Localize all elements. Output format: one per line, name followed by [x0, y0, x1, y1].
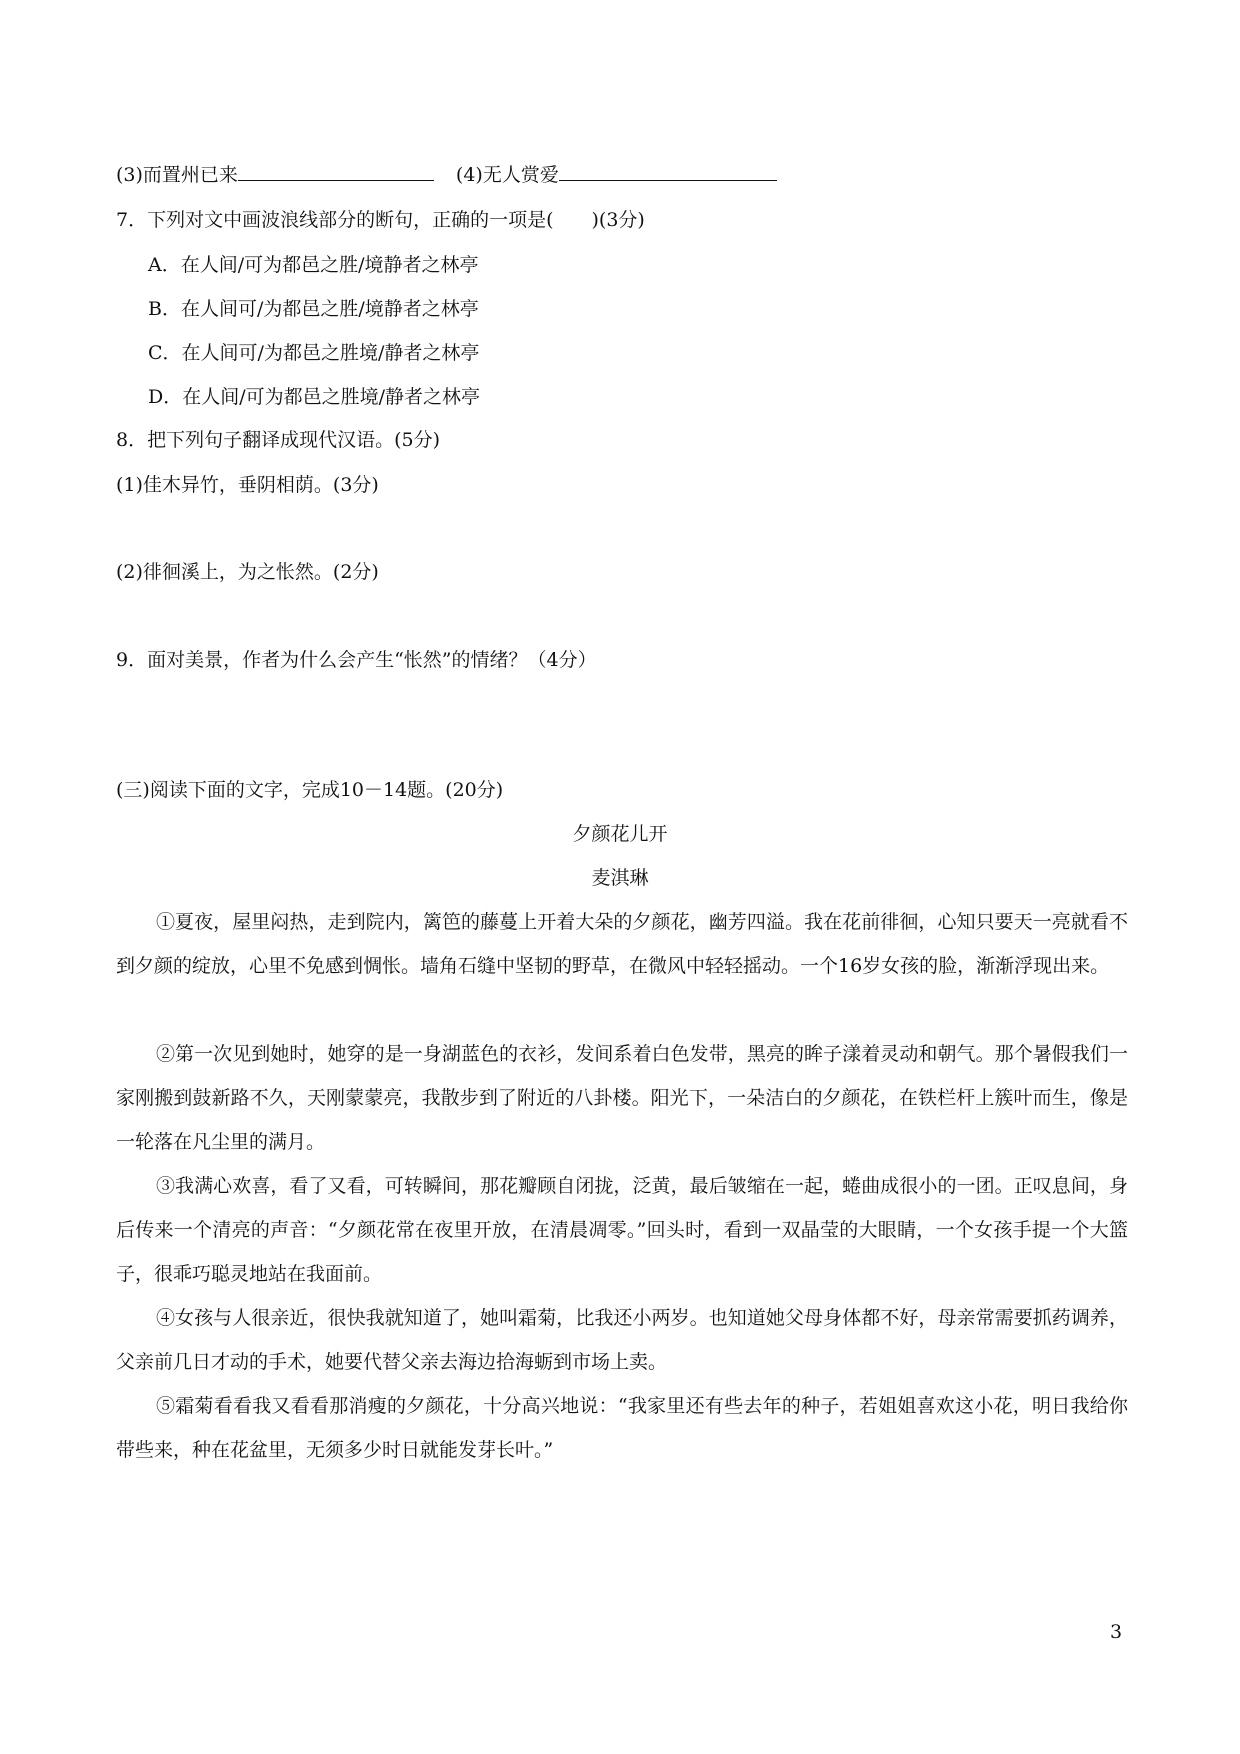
q6-item3-answer-blank[interactable] [238, 162, 434, 181]
q8-sub2: (2)徘徊溪上，为之怅然。(2分) [116, 561, 379, 583]
q6-items-row [116, 162, 777, 187]
q7-option-c: C．在人间可/为都邑之胜境/静者之林亭 [148, 342, 480, 364]
q8-stem: 8．把下列句子翻译成现代汉语。(5分) [116, 429, 441, 451]
q6-item3-label: (3)而置州已来 [116, 164, 238, 186]
article-paragraph-4: ④女孩与人很亲近，很快我就知道了，她叫霜菊，比我还小两岁。也知道她父母身体都不好，母亲常需要抓药调养，父亲前几日才动的手术，她要代替父亲去海边拾海蛎到市场上卖。 [116, 1307, 1128, 1373]
q8-sub1: (1)佳木异竹，垂阴相荫。(3分) [116, 474, 379, 496]
q6-item4-label: (4)无人赏爱 [455, 164, 559, 186]
q7-option-b: B．在人间可/为都邑之胜/境静者之林亭 [148, 298, 479, 320]
section3-heading: (三)阅读下面的文字，完成10－14题。(20分) [116, 779, 504, 801]
q6-item4-answer-blank[interactable] [559, 162, 777, 181]
article-paragraph-2: ②第一次见到她时，她穿的是一身湖蓝色的衣衫，发间系着白色发带，黑亮的眸子漾着灵动和朝气。那个暑假我们一家刚搬到鼓新路不久，天刚蒙蒙亮，我散步到了附近的八卦楼。阳光下，一朵洁白的夕颜花，在铁栏杆上簇叶而生，像是一轮落在凡尘里的满月。 [116, 1043, 1128, 1153]
q9-stem: 9．面对美景，作者为什么会产生“怅然”的情绪？（4分） [116, 649, 597, 671]
article-title: 夕颜花儿开 [572, 823, 668, 845]
q7-stem: 7．下列对文中画波浪线部分的断句，正确的一项是( )(3分) [116, 209, 645, 231]
page-number: 3 [1110, 1621, 1123, 1643]
q7-option-d: D．在人间/可为都邑之胜境/静者之林亭 [148, 386, 481, 408]
article-author: 麦淇琳 [591, 867, 649, 889]
article-paragraph-5: ⑤霜菊看看我又看看那消瘦的夕颜花，十分高兴地说：“我家里还有些去年的种子，若姐姐喜欢这小花，明日我给你带些来，种在花盆里，无须多少时日就能发芽长叶。” [116, 1395, 1128, 1461]
q7-option-a: A．在人间/可为都邑之胜/境静者之林亭 [148, 254, 479, 276]
article-paragraph-3: ③我满心欢喜，看了又看，可转瞬间，那花瓣顾自闭拢，泛黄，最后皱缩在一起，蜷曲成很小的一团。正叹息间，身后传来一个清亮的声音：“夕颜花常在夜里开放，在清晨凋零。”回头时，看到一双晶莹的大眼睛，一个女孩手提一个大篮子，很乖巧聪灵地站在我面前。 [116, 1175, 1128, 1285]
article-paragraph-1: ①夏夜，屋里闷热，走到院内，篱笆的藤蔓上开着大朵的夕颜花，幽芳四溢。我在花前徘徊，心知只要天一亮就看不到夕颜的绽放，心里不免感到惆怅。墙角石缝中坚韧的野草，在微风中轻轻摇动。一个16岁女孩的脸，渐渐浮现出来。 [116, 911, 1128, 977]
